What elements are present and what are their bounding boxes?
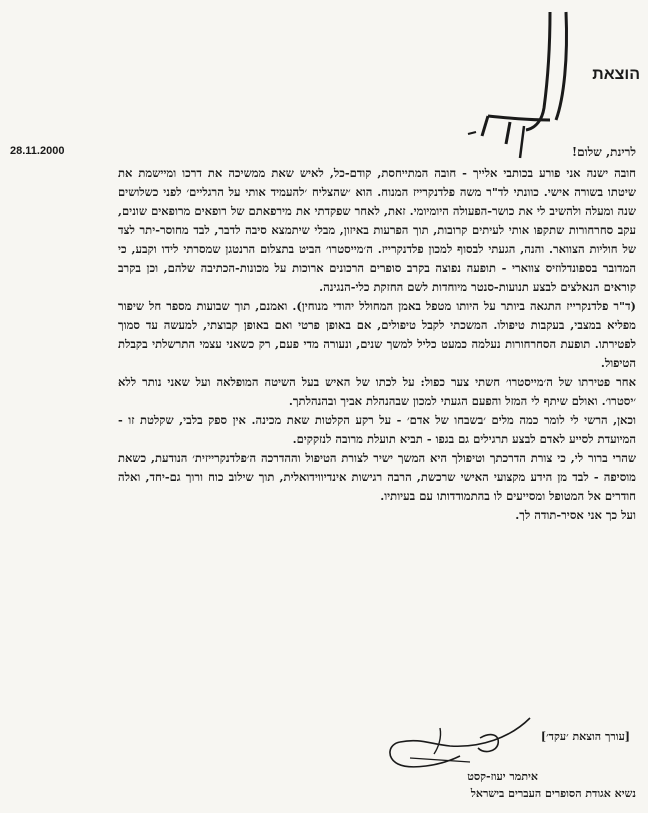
signer-role: [עורך הוצאת ׳עקד׳] [540, 730, 630, 743]
body-paragraph: ועל כך אני אסיר-תודה לך. [515, 508, 636, 522]
letter-greeting: לרינת, שלום! [571, 145, 636, 159]
publisher-label: הוצאת [592, 66, 640, 83]
publisher-logo [458, 8, 578, 168]
letter-date: 28.11.2000 [10, 145, 65, 157]
body-paragraph: וכאן, הרשי לי לומר כמה מלים ׳בשבחו של אדם׳ - על רקע הקלטות שאת מכינה. אין ספק בלבי, שקלטת זו - המיועדת לסייע לאדם לבצע תרגילים גם בגפו - תביא תועלת מרובה לנזקקים. [118, 413, 636, 446]
signature-icon [380, 708, 540, 778]
letter-body [118, 164, 636, 525]
body-paragraph: שהרי ברור לי, כי צורת הדרכתך וטיפולך היא המשך ישיר לצורת הטיפול וההדרכה ה׳פלדנקרייזית׳ הנודעת, כשאת מוסיפה - לבד מן הידע מקצועי האישי שרכשת, הרבה רגישות אינדיווידואלית, תוך שילוב כוח ורוך גם-יחד, ואלה חודרים אל המטופל ומסייעים לו בהתמודדותו עם בעיותיו. [118, 451, 636, 503]
signer-name: איתמר יעוז-קסט [467, 770, 538, 783]
body-paragraph: (ד"ר פלדנקרייז התגאה ביותר על היותו מטפל באמן המחולל יהודי מנוחין). ואמנם, תוך שבועות מספר חל שיפור מפליא במצבי, בעקבות טיפולו. המשכתי לקבל טיפולים, אם באופן פרטי ואם באופן קבוצתי, למעשה עד סמוך לפטירתו. תופעת הסחרחורות נעלמה כמעט כליל למשך שנים, ונעורה מדי פעם, רק כשאני עצמי התרשלתי בקבלת הטיפול. [118, 299, 636, 370]
signer-title: נשיא אגודת הסופרים העברים בישראל [470, 787, 636, 800]
body-paragraph: חובה ישנה אני פורע בכותבי אלייך - חובה המתייחסת, קודם-כל, לאיש שאת ממשיכה את דרכו ומיישמת את שיטתו בשורה אישי. כוונתי לד"ר משה פלדנקרייז המנוח. הוא ׳שהצליח ׳להעמיד אותי על הרגליים׳ לפני כשלושים שנה ומעלה ולהשיב לי את כושר-הפעולה היומיומי. זאת, לאחר שפקדתי את מירפאתם של רופאים מרופאים שונים, עקב סחרחורות שתקפו אותי לעיתים קרובות, תוך הפרעות באיזון, מבלי שיתמצא סיבה לדבר, לבד מחוסר-יתר לצד של חוליות הצוואר. והנה, הגעתי לבסוף למכון פלדנקרייז. ה׳מייסטרו׳ הביט בתצלום הרנטגן שמסרתי לידו וקבע, כי המדובר בספונדלוזיס צווארי - תופעה נפוצה בקרב סופרים הרכונים ארוכות על מכונות-הכתיבה שלהם, וכן בקרב קוראים הנאלצים לבצע תנועות-סנטר מיוחדות לשם החזקת כלי-הנגינה. [118, 166, 636, 294]
handwritten-signature [380, 708, 540, 778]
body-paragraph: אחר פטירתו של ה׳מייסטרו׳ חשתי צער כפול: על לכתו של האיש בעל השיטה המופלאה ועל שאני נותר ללא ׳יסטרו׳. ואולם שיתף לי המזל והפעם הגעתי למכון שבהנהלת אביך ובהנהלתך. [118, 375, 636, 408]
eked-logo-icon [458, 8, 578, 168]
